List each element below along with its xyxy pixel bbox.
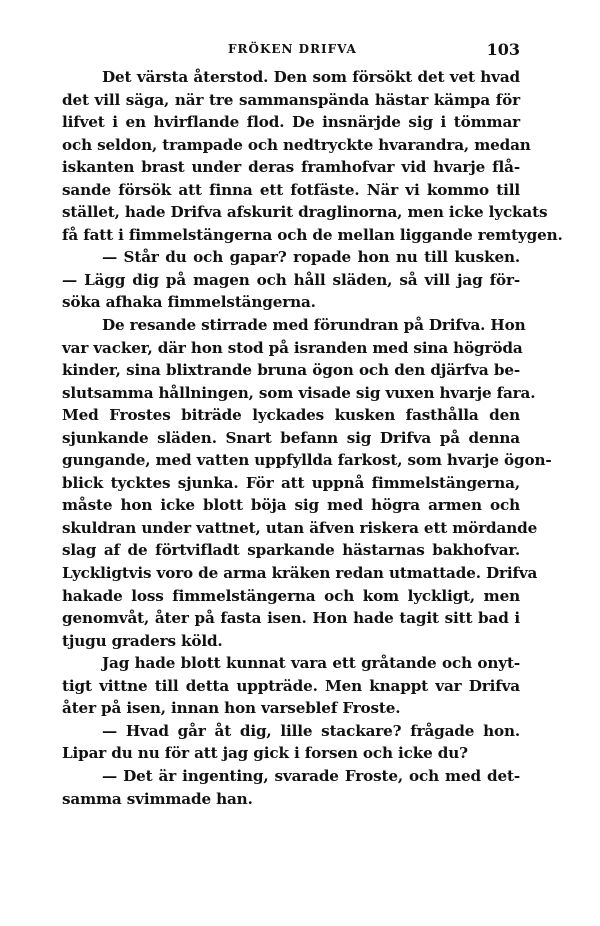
text-line: Lipar du nu för att jag gick i forsen och icke du? (62, 744, 468, 763)
text-line: lifvet i en hvirflande flod. De insnärjde sig i tömmar (62, 113, 520, 132)
text-line: blick tycktes sjunka. För att uppnå fimmelstängerna, (62, 473, 520, 492)
text-line: söka afhaka fimmelstängerna. (62, 293, 316, 312)
text-line: samma svimmade han. (62, 789, 253, 808)
text-line: var vacker, där hon stod på isranden med sina högröda (62, 338, 523, 357)
text-line: slag af de förtvifladt sparkande hästarnas bakhofvar. (62, 541, 520, 560)
text-line: Jag hade blott kunnat vara ett gråtande och onyt- (102, 654, 520, 673)
running-title: FRÖKEN DRIFVA (228, 42, 357, 56)
text-line: genomvåt, åter på fasta isen. Hon hade tagit sitt bad i (62, 609, 520, 628)
text-line: — Hvad går åt dig, lille stackare? frågade hon. (102, 721, 520, 740)
text-line: — Det är ingenting, svarade Froste, och med det- (102, 766, 520, 785)
text-line: — Lägg dig på magen och håll släden, så vill jag för- (62, 270, 520, 289)
text-line: skuldran under vattnet, utan äfven riskera ett mördande (62, 518, 538, 537)
text-line: det vill säga, när tre sammanspända hästar kämpa för (62, 90, 520, 109)
text-line: få fatt i fimmelstängerna och de mellan liggande remtygen. (62, 225, 563, 244)
text-line: stället, hade Drifva afskurit draglinorna, men icke lyckats (62, 203, 548, 222)
text-line: åter på isen, innan hon varseblef Froste. (62, 699, 401, 718)
text-line: och seldon, trampade och nedtryckte hvarandra, medan (62, 135, 531, 154)
text-line: slutsamma hållningen, som visade sig vuxen hvarje fara. (62, 383, 536, 402)
text-line: tigt vittne till detta uppträde. Men knappt var Drifva (62, 676, 520, 695)
body-text (62, 66, 563, 810)
text-line: hakade loss fimmelstängerna och kom lyckligt, men (62, 586, 520, 605)
text-line: Det värsta återstod. Den som försökt det vet hvad (102, 68, 520, 86)
page-number: 103 (486, 40, 520, 59)
text-line: Lyckligtvis voro de arma kräken redan utmattade. Drifva (62, 564, 538, 583)
text-line: tjugu graders köld. (62, 631, 223, 650)
running-head (62, 40, 520, 60)
text-line: De resande stirrade med förundran på Drifva. Hon (102, 316, 526, 335)
text-line: sande försök att finna ett fotfäste. När vi kommo till (62, 180, 520, 199)
text-line: gungande, med vatten uppfyllda farkost, som hvarje ögon- (62, 451, 552, 470)
text-line: — Står du och gapar? ropade hon nu till kusken. (102, 248, 520, 267)
text-line: sjunkande släden. Snart befann sig Drifva på denna (62, 428, 520, 447)
text-line: måste hon icke blott böja sig med högra armen och (62, 496, 520, 515)
text-line: iskanten brast under deras framhofvar vid hvarje flå- (62, 158, 520, 177)
text-line: kinder, sina blixtrande bruna ögon och den djärfva be- (62, 361, 520, 380)
text-line: Med Frostes biträde lyckades kusken fasthålla den (62, 406, 520, 425)
